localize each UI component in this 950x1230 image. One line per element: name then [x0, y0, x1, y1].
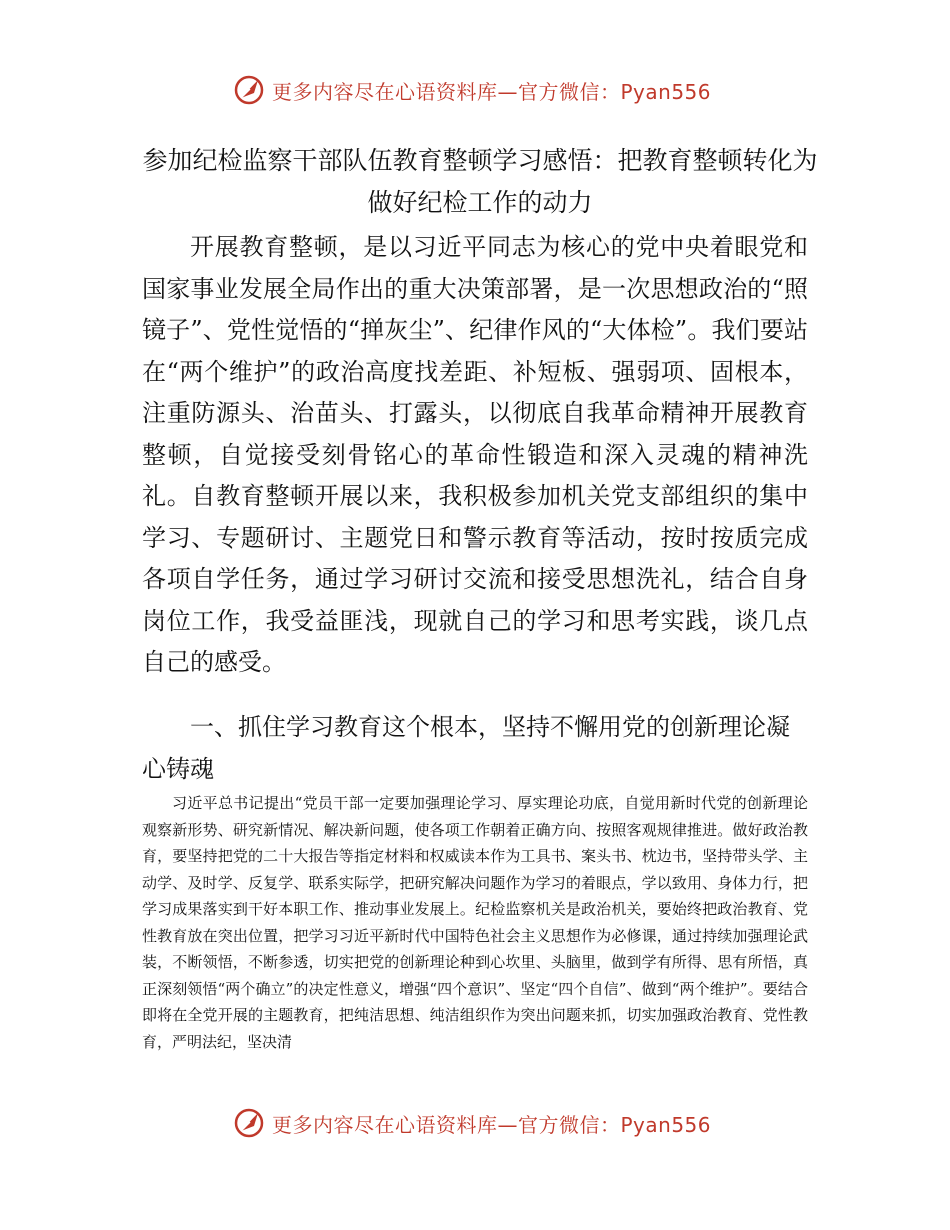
section-paragraph: 习近平总书记提出“党员干部一定要加强理论学习、厚实理论功底，自觉用新时代党的创新理论观察新形势、研究新情况、解决新问题，使各项工作朝着正确方向、按照客观规律推进。做好政治教育，要坚持把党的二十大报告等指定材料和权威读本作为工具书、案头书、枕边书，坚持带头学、主动学、及时学、反复学、联系实际学，把研究解决问题作为学习的着眼点，学以致用、身体力行，把学习成果落实到干好本职工作、推动事业发展上。纪检监察机关是政治机关，要始终把政治教育、党性教育放在突出位置，把学习习近平新时代中国特色社会主义思想作为必修课，通过持续加强理论武装，不断领悟，不断参透，切实把党的创新理论种到心坎里、头脑里，做到学有所得、思有所悟，真正深刻领悟“两个确立”的决定性意义，增强“四个意识”、坚定“四个自信”、做到“两个维护”。要结合即将在全党开展的主题教育，把纯洁思想、纯洁组织作为突出问题来抓，切实加强政治教育、党性教育，严明法纪，坚决清 [142, 794, 808, 1051]
section-heading: 一、抓住学习教育这个根本，坚持不懈用党的创新理论凝心铸魂 [142, 713, 790, 783]
feather-pen-logo-icon [232, 73, 266, 107]
banner-text: 更多内容尽在心语资料库—官方微信：Pyan556 [272, 1112, 712, 1137]
header-banner [232, 70, 711, 110]
document-title: 参加纪检监察干部队伍教育整顿学习感悟：把教育整顿转化为做好纪检工作的动力 [142, 146, 818, 217]
footer-banner [232, 1103, 711, 1143]
intro-paragraph: 开展教育整顿，是以习近平同志为核心的党中央着眼党和国家事业发展全局作出的重大决策部署，是一次思想政治的“照镜子”、党性觉悟的“掸灰尘”、纪律作风的“大体检”。我们要站在“两个维护”的政治高度找差距、补短板、强弱项、固根本，注重防源头、治苗头、打露头，以彻底自我革命精神开展教育整顿，自觉接受刻骨铭心的革命性锻造和深入灵魂的精神洗礼。自教育整顿开展以来，我积极参加机关党支部组织的集中学习、专题研讨、主题党日和警示教育等活动，按时按质完成各项自学任务，通过学习研讨交流和接受思想洗礼，结合自身岗位工作，我受益匪浅，现就自己的学习和思考实践，谈几点自己的感受。 [142, 233, 808, 676]
banner-text: 更多内容尽在心语资料库—官方微信：Pyan556 [272, 79, 712, 104]
feather-pen-logo-icon [232, 1106, 266, 1140]
